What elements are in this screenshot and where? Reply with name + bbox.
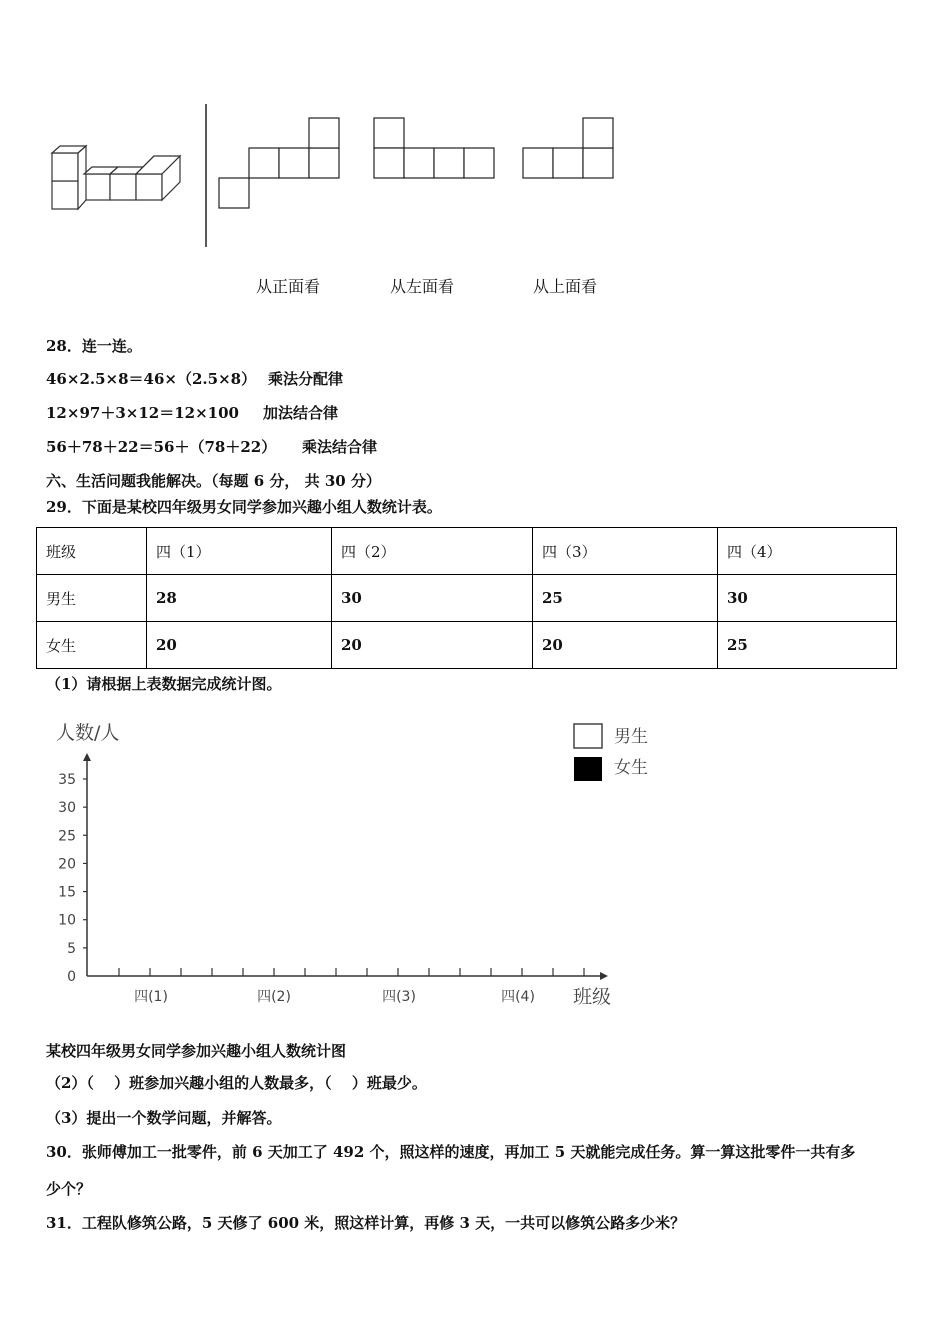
chart-caption: 某校四年级男女同学参加兴趣小组人数统计图 [46, 1042, 347, 1060]
x-axis-arrow [600, 972, 608, 980]
q29-part1: （1）请根据上表数据完成统计图。 [46, 675, 282, 693]
stats-table [36, 527, 897, 669]
table-cell: 四（4） [718, 528, 897, 575]
table-cell: 25 [533, 575, 718, 622]
y-tick-label: 35 [58, 772, 76, 788]
y-tick-label: 10 [58, 912, 76, 929]
table-cell: 30 [718, 575, 897, 622]
q29-title: 29．下面是某校四年级男女同学参加兴趣小组人数统计表。 [46, 498, 442, 516]
front-view-drawing [219, 118, 339, 208]
left-view-drawing [374, 118, 494, 178]
view-label-top: 从上面看 [533, 277, 598, 296]
bar-chart [40, 715, 680, 1015]
views-figure [0, 90, 700, 260]
table-row [37, 575, 897, 622]
table-cell: 四（3） [533, 528, 718, 575]
legend-swatch-girls [574, 757, 602, 781]
chart-ylabel: 人数/人 [56, 722, 120, 744]
x-category-label: 四(1) [134, 989, 168, 1005]
table-cell: 男生 [37, 575, 147, 622]
legend-swatch-boys [574, 724, 602, 748]
q28-right-item-2: 加法结合律 [263, 404, 339, 422]
view-label-left: 从左面看 [390, 277, 455, 296]
view-label-front: 从正面看 [256, 277, 321, 296]
table-cell: 20 [147, 622, 332, 669]
y-tick-label: 15 [58, 884, 76, 901]
y-tick-label: 0 [67, 969, 76, 985]
x-category-label: 四(4) [501, 989, 535, 1005]
x-category-label: 四(2) [257, 989, 291, 1005]
table-cell: 25 [718, 622, 897, 669]
q30-line2: 少个？ [46, 1180, 92, 1198]
q29-part2: （2）（ ）班参加兴趣小组的人数最多，（ ）班最少。 [46, 1074, 427, 1092]
legend-label-girls: 女生 [614, 758, 648, 778]
table-cell: 四（2） [332, 528, 533, 575]
y-axis-arrow [83, 753, 91, 761]
table-cell: 班级 [37, 528, 147, 575]
section6-heading: 六、生活问题我能解决。（每题 6 分， 共 30 分） [46, 472, 381, 490]
table-cell: 女生 [37, 622, 147, 669]
table-cell: 28 [147, 575, 332, 622]
table-cell: 30 [332, 575, 533, 622]
legend-label-boys: 男生 [614, 727, 648, 747]
table-cell: 20 [332, 622, 533, 669]
cube-solid-drawing [52, 146, 180, 209]
q28-right-item-1: 乘法分配律 [268, 370, 344, 388]
chart-xlabel: 班级 [573, 986, 612, 1008]
table-row [37, 622, 897, 669]
table-header-row [37, 528, 897, 575]
q30-line1: 30．张师傅加工一批零件，前 6 天加工了 492 个，照这样的速度，再加工 5 天就能完成任务。算一算这批零件一共有多 [46, 1143, 856, 1161]
y-tick-label: 5 [67, 940, 76, 957]
q28-title: 28．连一连。 [46, 337, 142, 355]
y-tick-label: 30 [58, 800, 76, 817]
q28-right-item-3: 乘法结合律 [302, 438, 378, 456]
q28-left-item-3: 56＋78＋22＝56＋（78＋22） [46, 438, 277, 456]
q29-part3: （3）提出一个数学问题，并解答。 [46, 1109, 282, 1127]
q28-left-item-1: 46×2.5×8＝46×（2.5×8） [46, 370, 257, 388]
table-cell: 四（1） [147, 528, 332, 575]
y-tick-label: 25 [58, 828, 76, 845]
y-tick-label: 20 [58, 856, 76, 873]
x-category-label: 四(3) [382, 989, 416, 1005]
q31-text: 31．工程队修筑公路，5 天修了 600 米，照这样计算，再修 3 天，一共可以修筑公路多少米？ [46, 1214, 686, 1232]
q28-left-item-2: 12×97＋3×12＝12×100 [46, 404, 239, 422]
top-view-drawing [523, 118, 613, 178]
table-cell: 20 [533, 622, 718, 669]
